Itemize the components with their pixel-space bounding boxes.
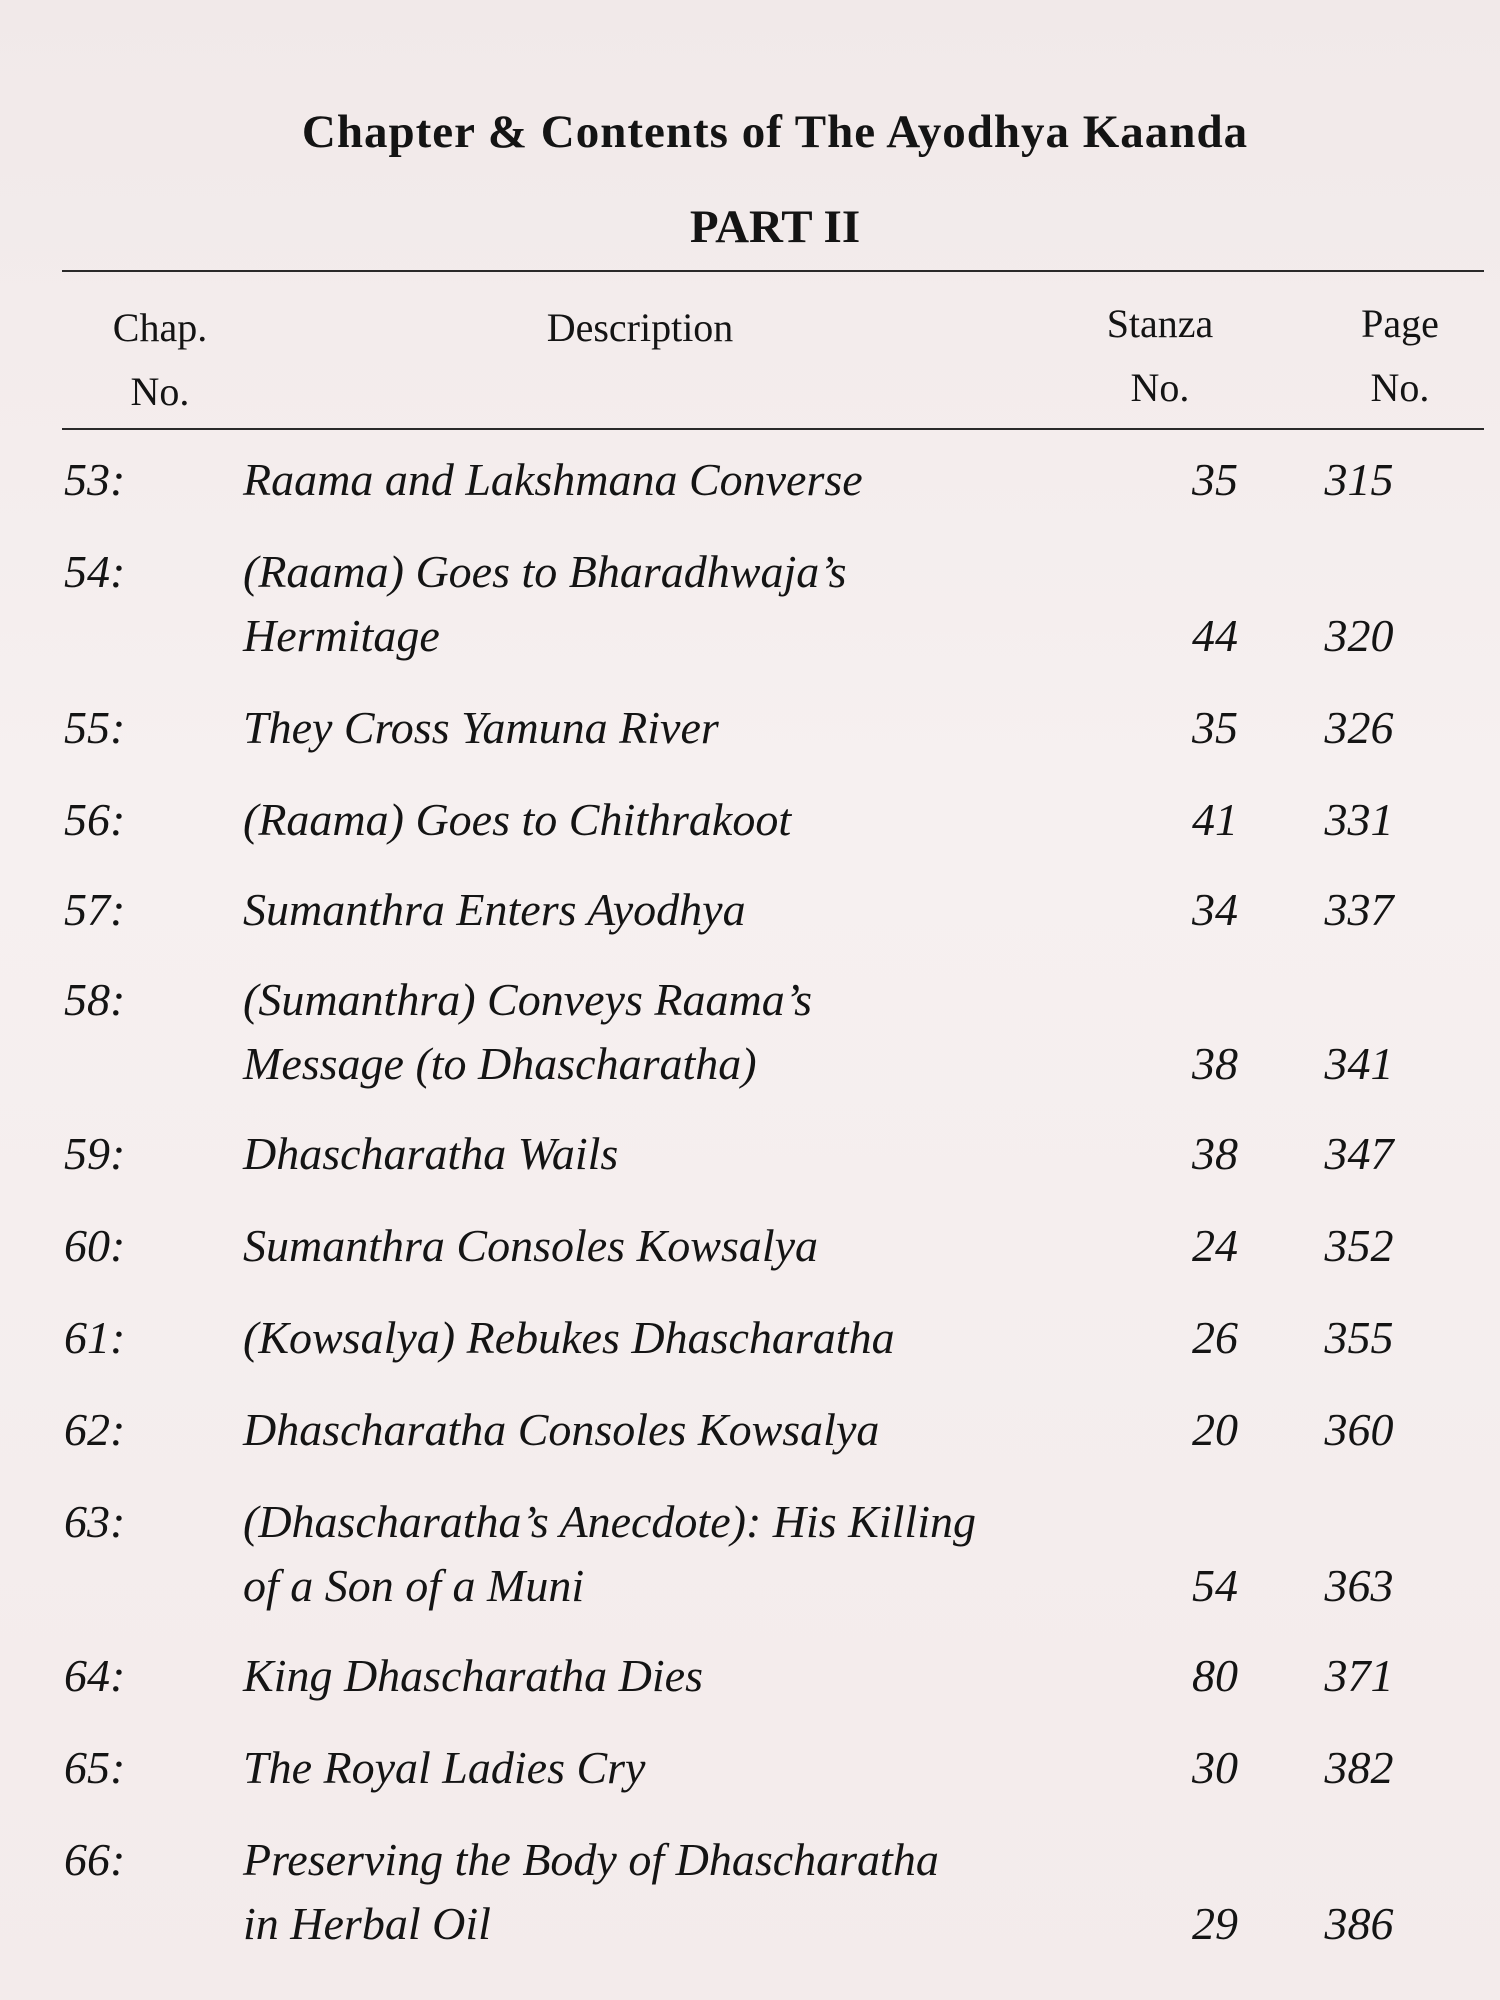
chapter-description-line: Sumanthra Enters Ayodhya (243, 884, 746, 935)
chapter-description (243, 1122, 1193, 1186)
col-header-page-line2: No. (1370, 365, 1430, 410)
page-number: 326 (1324, 702, 1394, 753)
page-number: 347 (1324, 1128, 1394, 1179)
page-number: 371 (1324, 1650, 1394, 1701)
chapter-number: 57: (64, 884, 126, 935)
col-header-page-line1: Page (1361, 301, 1439, 346)
chapter-description-line: (Dhascharatha’s Anecdote): His Killing (243, 1496, 976, 1547)
chapter-description-line: Sumanthra Consoles Kowsalya (243, 1220, 819, 1271)
chapter-number: 60: (64, 1220, 126, 1271)
stanza-count: 38 (1192, 1038, 1238, 1089)
page-number: 331 (1324, 794, 1394, 845)
page-number: 386 (1324, 1898, 1394, 1949)
chapter-description-line: (Raama) Goes to Chithrakoot (243, 794, 792, 845)
chapter-description (243, 696, 1193, 760)
chapter-number: 63: (64, 1496, 126, 1547)
chapter-description-line: Hermitage (243, 610, 440, 661)
chapter-description (243, 448, 1193, 512)
page-number: 352 (1324, 1220, 1394, 1271)
stanza-count: 26 (1192, 1312, 1238, 1363)
col-header-chap-line1: Chap. (112, 305, 208, 350)
chapter-description-line: King Dhascharatha Dies (243, 1650, 703, 1701)
chapter-description (243, 1214, 1193, 1278)
stanza-count: 35 (1192, 454, 1238, 505)
stanza-count: 29 (1192, 1898, 1238, 1949)
chapter-description (243, 1306, 1193, 1370)
chapter-description (243, 1644, 1193, 1708)
col-header-page (1330, 292, 1470, 420)
col-header-stanza (1080, 292, 1240, 420)
col-header-description (500, 296, 780, 360)
stanza-count: 24 (1192, 1220, 1238, 1271)
chapter-number: 65: (64, 1742, 126, 1793)
chapter-number: 56: (64, 794, 126, 845)
chapter-description-line: Dhascharatha Consoles Kowsalya (243, 1404, 880, 1455)
page-number: 355 (1324, 1312, 1394, 1363)
stanza-count: 44 (1192, 610, 1238, 661)
chapter-description (243, 1490, 1193, 1618)
chapter-description-line: Message (to Dhascharatha) (243, 1038, 757, 1089)
chapter-description-line: of a Son of a Muni (243, 1560, 585, 1611)
col-header-stanza-line1: Stanza (1106, 301, 1214, 346)
chapter-description-line: Raama and Lakshmana Converse (243, 454, 863, 505)
chapter-number: 58: (64, 974, 126, 1025)
chapter-number: 55: (64, 702, 126, 753)
stanza-count: 38 (1192, 1128, 1238, 1179)
col-header-description-label: Description (546, 305, 734, 350)
chapter-description (243, 1828, 1193, 1956)
page-number: 382 (1324, 1742, 1394, 1793)
stanza-count: 35 (1192, 702, 1238, 753)
stanza-count: 54 (1192, 1560, 1238, 1611)
chapter-number: 64: (64, 1650, 126, 1701)
page-number: 337 (1324, 884, 1394, 935)
col-header-chap-line2: No. (130, 369, 190, 414)
chapter-number: 61: (64, 1312, 126, 1363)
chapter-description (243, 968, 1193, 1096)
page-number: 320 (1324, 610, 1394, 661)
part-heading: PART II (689, 201, 861, 253)
page-title: Chapter & Contents of The Ayodhya Kaanda (301, 106, 1249, 158)
chapter-description (243, 1398, 1193, 1462)
chapter-description-line: (Sumanthra) Conveys Raama’s (243, 974, 812, 1025)
stanza-count: 20 (1192, 1404, 1238, 1455)
chapter-description-line: Preserving the Body of Dhascharatha (243, 1834, 939, 1885)
chapter-number: 62: (64, 1404, 126, 1455)
chapter-description-line: (Raama) Goes to Bharadhwaja’s (243, 546, 847, 597)
chapter-description-line: (Kowsalya) Rebukes Dhascharatha (243, 1312, 895, 1363)
col-header-stanza-line2: No. (1130, 365, 1190, 410)
stanza-count: 41 (1192, 794, 1238, 845)
chapter-number: 66: (64, 1834, 126, 1885)
page-number: 315 (1324, 454, 1394, 505)
chapter-description (243, 788, 1193, 852)
page-number: 363 (1324, 1560, 1394, 1611)
chapter-number: 59: (64, 1128, 126, 1179)
chapter-description (243, 878, 1193, 942)
chapter-description-line: in Herbal Oil (243, 1898, 491, 1949)
chapter-description (243, 1736, 1193, 1800)
chapter-description-line: Dhascharatha Wails (243, 1128, 619, 1179)
header-rule (62, 428, 1484, 430)
top-rule (62, 270, 1484, 272)
chapter-number: 54: (64, 546, 126, 597)
chapter-description-line: They Cross Yamuna River (243, 702, 719, 753)
page-number: 341 (1324, 1038, 1394, 1089)
stanza-count: 80 (1192, 1650, 1238, 1701)
stanza-count: 34 (1192, 884, 1238, 935)
page-number: 360 (1324, 1404, 1394, 1455)
chapter-number: 53: (64, 454, 126, 505)
stanza-count: 30 (1192, 1742, 1238, 1793)
chapter-description (243, 540, 1193, 668)
col-header-chap (90, 296, 230, 424)
chapter-description-line: The Royal Ladies Cry (243, 1742, 646, 1793)
